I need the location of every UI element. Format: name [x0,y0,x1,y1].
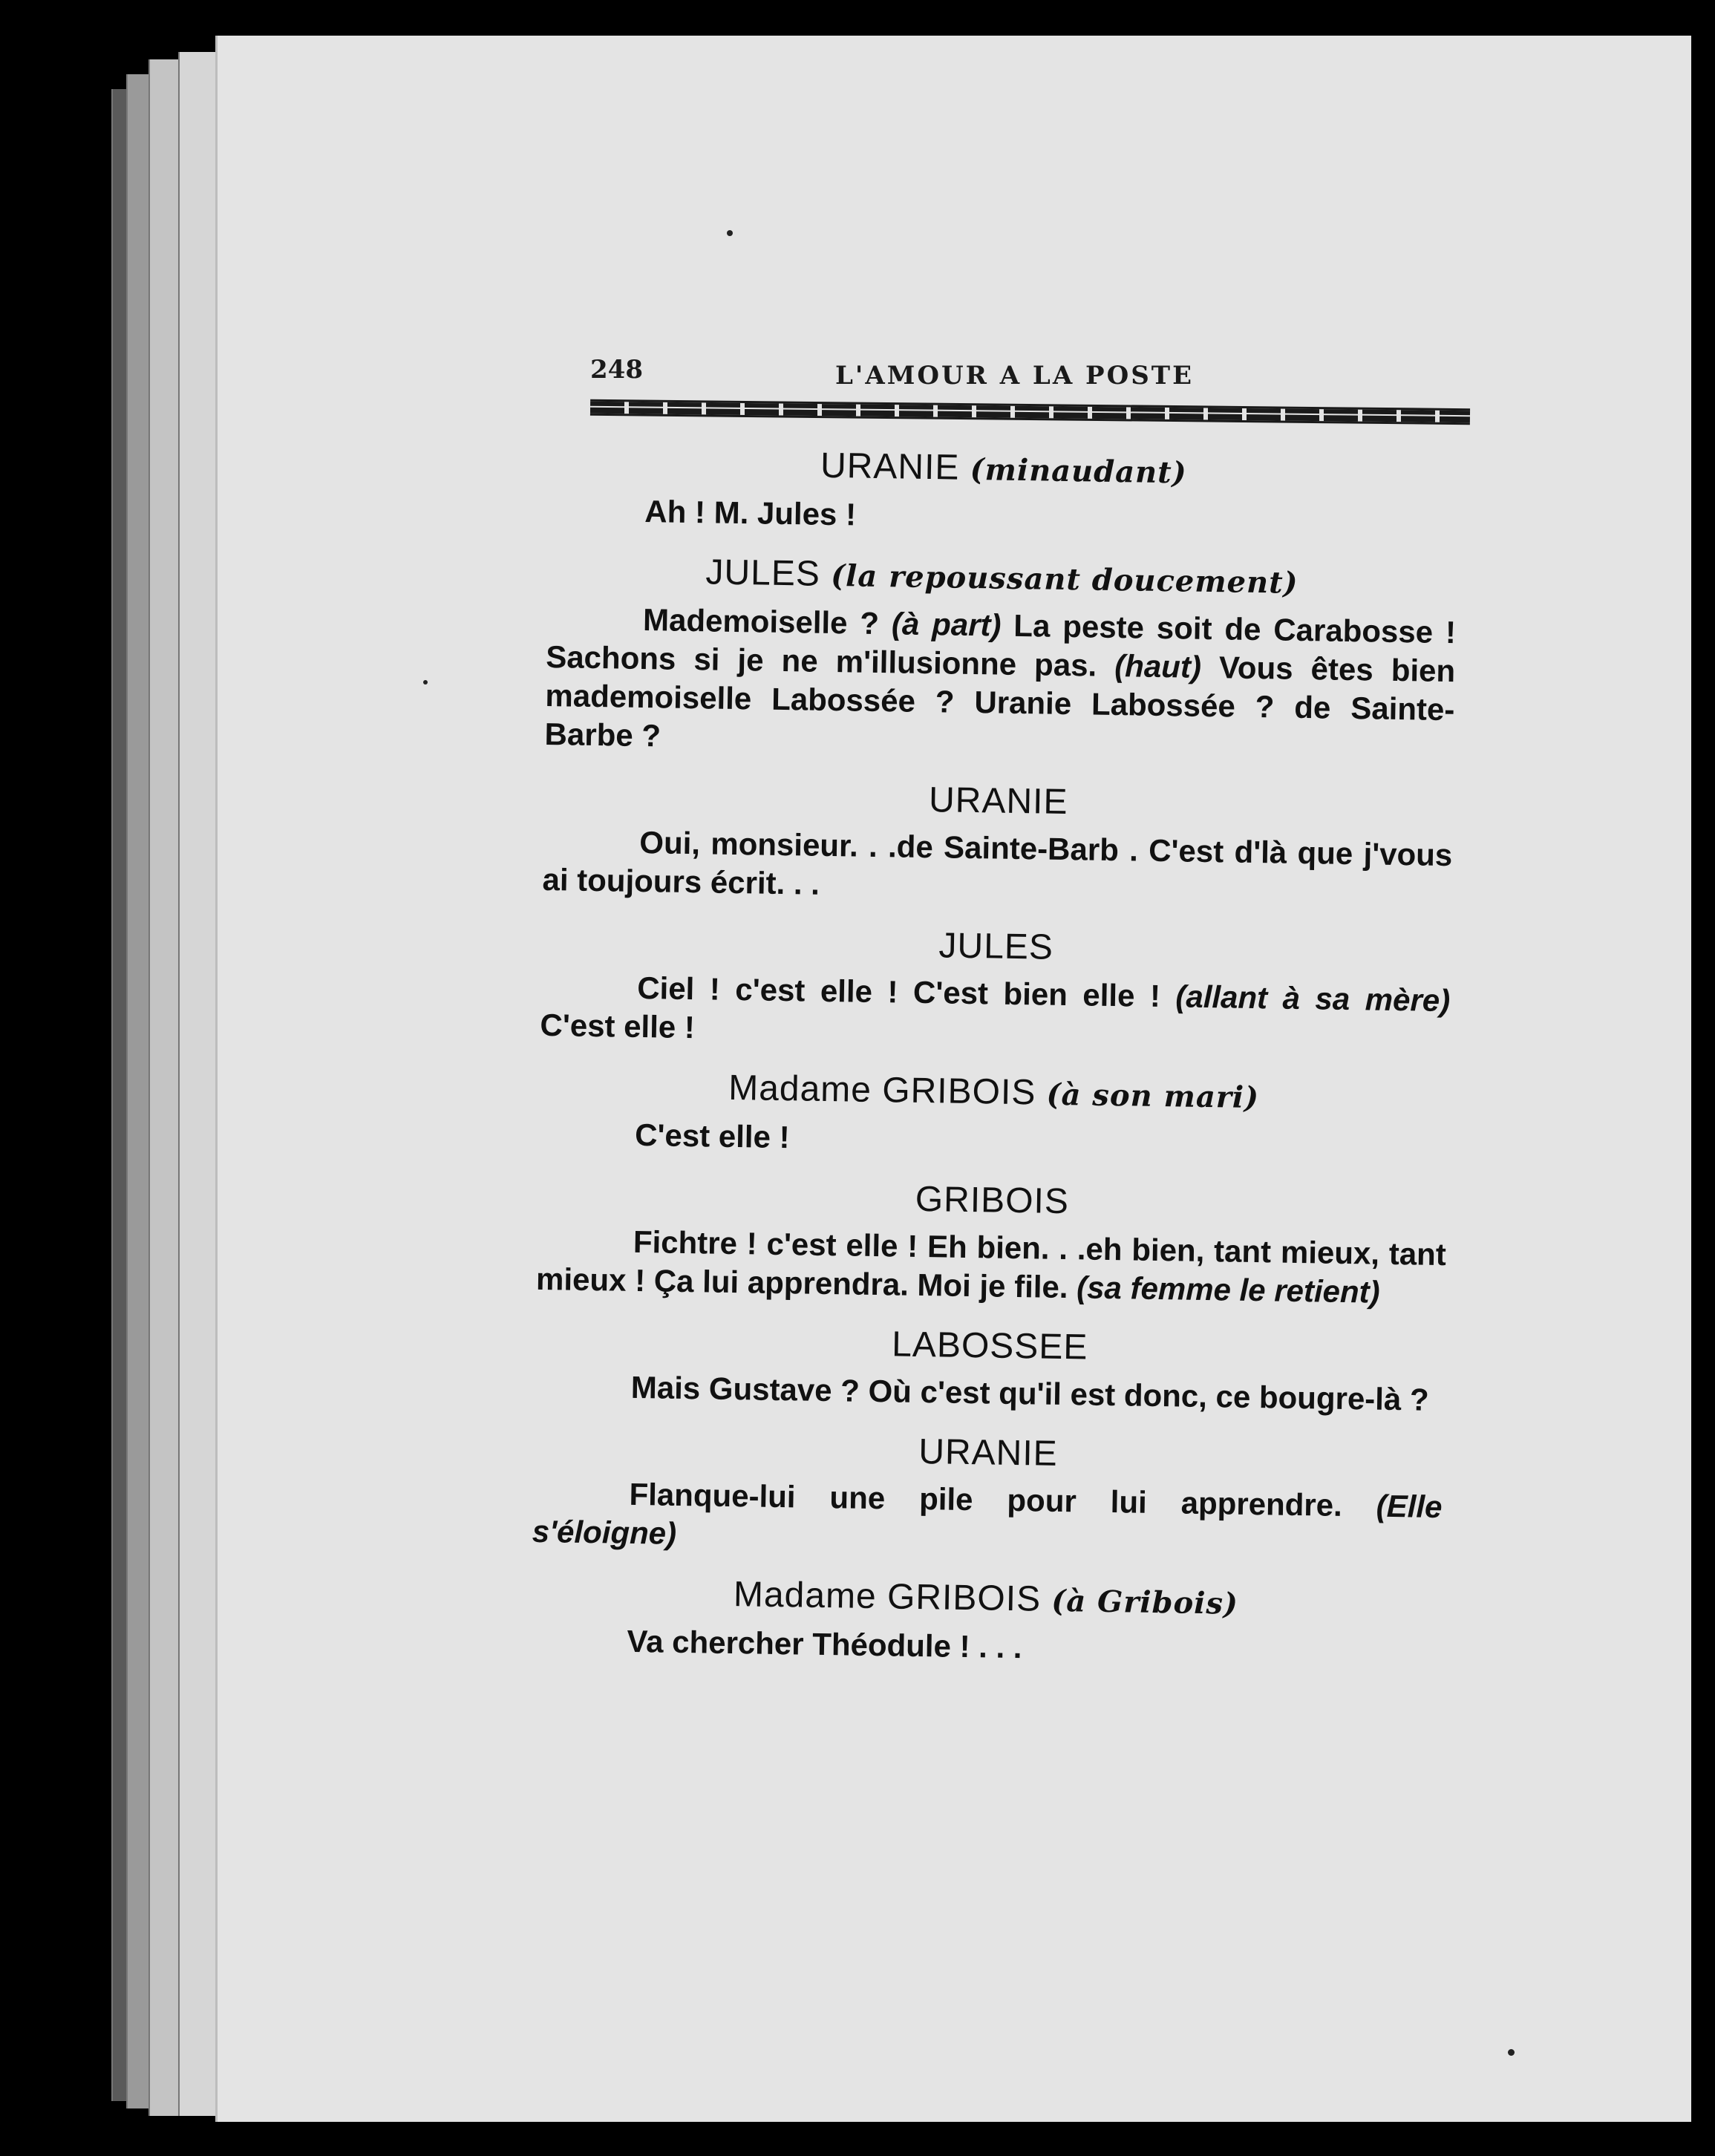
speaker-name: JULES [938,926,1054,967]
dialogue-line: Mademoiselle ? (à part) La peste soit de Carabosse ! Sachons si je ne m'illusionne pas. (haut) Vous êtes bien mademoiselle Labossée ? Uranie Labossée ? de Sainte-Barbe ? [544,602,1457,754]
speaker-name: JULES [705,552,821,594]
dialogue-line: C'est elle ! [634,1117,790,1155]
dialogue-line: Ah ! M. Jules ! [644,494,857,532]
dialogue-line: Va chercher Théodule ! . . . [627,1623,1022,1665]
play-dialogue [530,434,1459,1687]
stage-direction: (à Gribois) [1051,1583,1239,1621]
speck [1508,2049,1515,2056]
dialogue-line: Fichtre ! c'est elle ! Eh bien. . .eh bien, tant mieux, tant mieux ! Ça lui apprendra. Moi je file. (sa femme le retient) [535,1224,1447,1310]
stage-direction: (la repoussant doucement) [830,558,1298,601]
stage-direction: (Elle s'éloigne) [532,1488,1443,1551]
running-title: L'AMOUR A LA POSTE [835,361,1194,391]
page-number: 248 [590,355,643,385]
dialogue-line: Oui, monsieur. . .de Sainte-Barb . C'est d'là que j'vous ai toujours écrit. . . [542,824,1453,901]
speaker-name: LABOSSEE [891,1324,1088,1368]
speaker-name: Madame GRIBOIS [733,1575,1042,1619]
stage-direction: (à son mari) [1046,1077,1260,1116]
dialogue-line: Mais Gustave ? Où c'est qu'il est donc, ce bougre-là ? [630,1369,1429,1417]
speaker-name: URANIE [928,780,1068,823]
running-head [590,355,1470,407]
speaker-name: GRIBOIS [915,1179,1070,1222]
stage-direction: (minaudant) [970,451,1187,491]
stage-direction: (haut) [1114,647,1202,685]
speaker-name: URANIE [820,445,960,488]
stage-direction: (allant à sa mère) [1175,979,1451,1019]
speck [423,680,428,685]
stage-direction: (à part) [891,606,1002,643]
dialogue-line: Flanque-lui une pile pour lui apprendre. (Elle s'éloigne) [532,1476,1443,1551]
stage-direction: (sa femme le retient) [1076,1270,1381,1310]
dialogue-line: Ciel ! c'est elle ! C'est bien elle ! (allant à sa mère) C'est elle ! [540,970,1451,1045]
speaker-name: URANIE [918,1431,1059,1474]
speck [727,230,733,236]
speaker-name: Madame GRIBOIS [728,1068,1036,1113]
